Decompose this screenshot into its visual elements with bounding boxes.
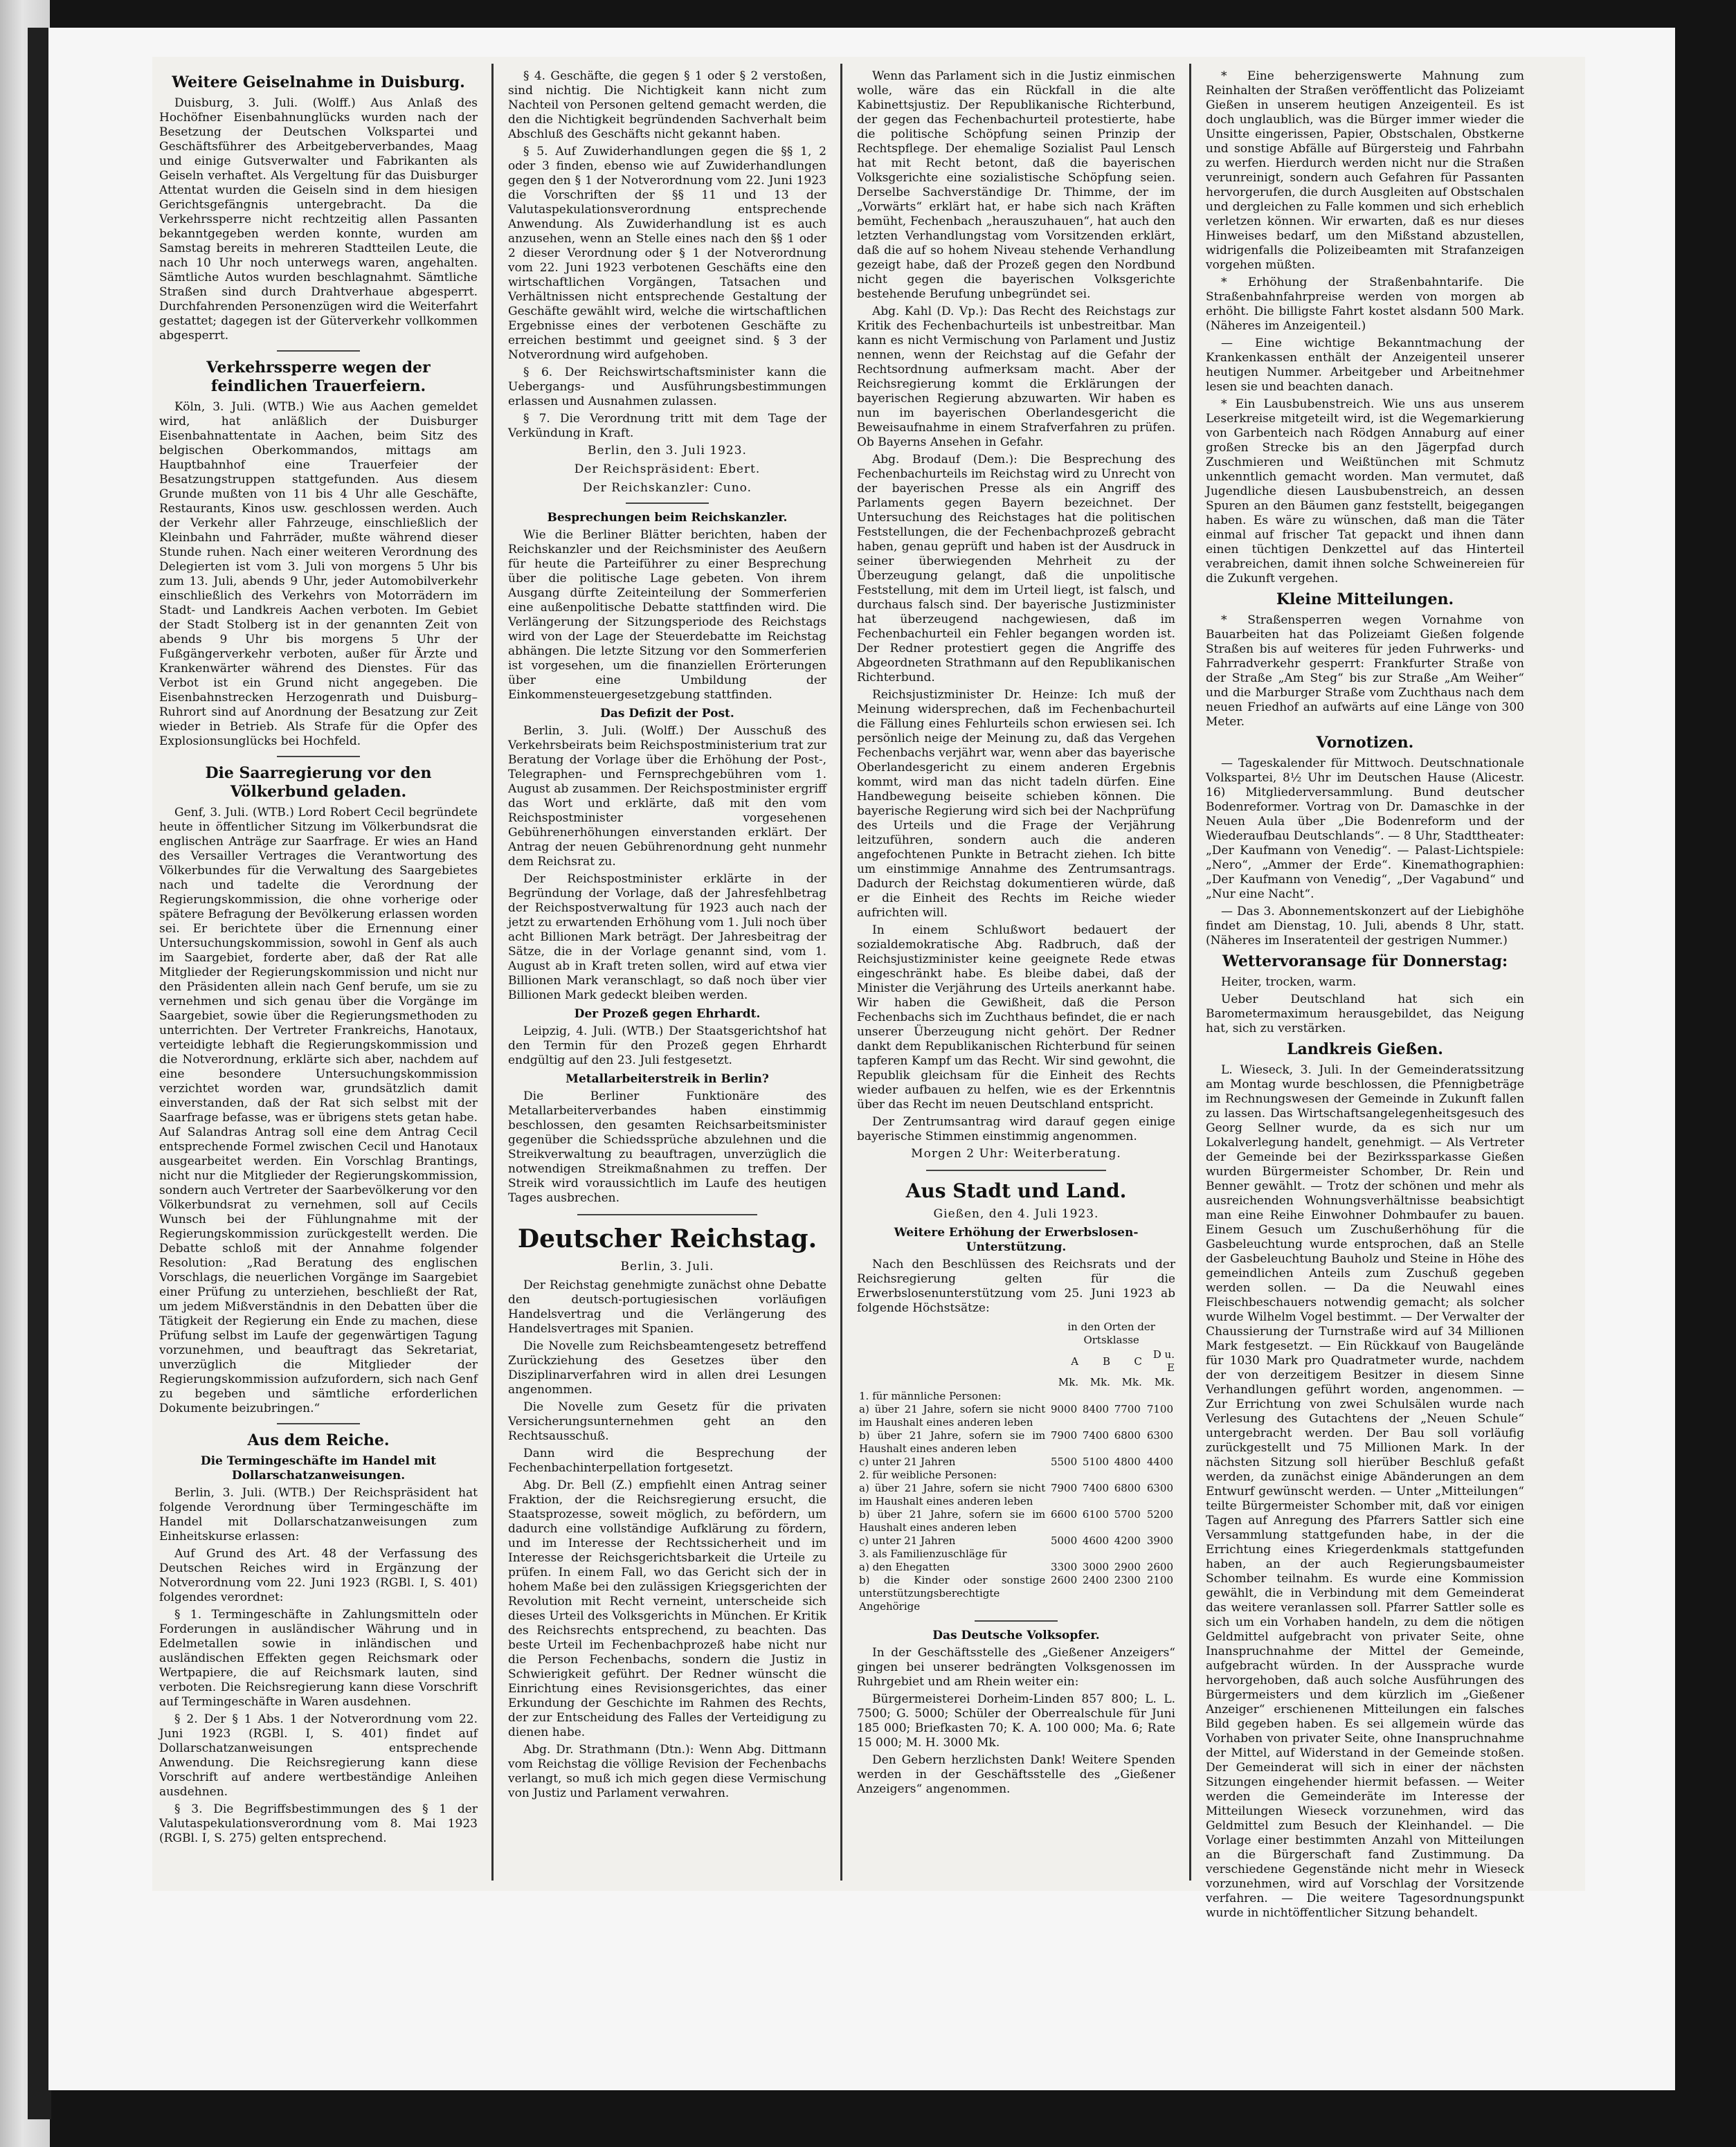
article-paragraph: § 6. Der Reichswirtschaftsminister kann die Uebergangs- und Ausführungsbestimmungen erlassen und Ausnahmen zulassen. (508, 365, 826, 408)
dateline: Gießen, den 4. Juli 1923. (933, 1207, 1099, 1221)
table-cell: 5500 (1050, 1456, 1078, 1468)
article-paragraph: L. Wieseck, 3. Juli. In der Gemeinderatssitzung am Montag wurde beschlossen, die Pfennigbeträge im Rechnungswesen der Gemeinde in Zukunft fallen zu lassen. Das Wirtschaftsangelegenheitsgesuch des Georg Sellner wurde, da es sich nur um Lokalverlegung handelt, genehmigt. — Als Vertreter der Gemeinde bei der Bezirkssparkasse Gießen wurden Bürgermeister Schomber, Dr. Rein und Benner gewählt. — Trotz der schönen und mehr als ausreichenden Wohnungsverhältnisse beabsichtigt man eine Reihe Einwohner Dohmbaufer zu bauen. Einem Gesuch um Zuschußerhöhung für die Gasbeleuchtung wurde entsprochen, daß an Stelle der Gasbeleuchtung Bauholz und Steine in Höhe des gemeindlichen Anteils zum Zuschuß gegeben werden sollen. — Da die Neuwahl eines Fleischbeschauers notwendig gemacht; als solcher wurde Wilhelm Vogel bestimmt. — Der Verwalter der Chaussierung der Turnstraße wird auf 34 Millionen Mark festgesetzt. — Ein Rückkauf von Baugelände für 1030 Mark pro Quadratmeter wurde, nachdem der von derzeitigem Besitzer in diesem Sinne Verhandlungen geführt worden, angenommen. — Zur Errichtung von zwei Schulsälen wurde nach Verlesung des Gutachtens der „Neuen Schule“ untergebracht werden. Der Bau soll vorläufig zurückgestellt und 75 Millionen Mark. In der nächsten Sitzung soll hierüber Beschluß gefaßt werden, da zunächst einige Abänderungen an dem Entwurf gewünscht werden. — Unter „Mitteilungen“ teilte Bürgermeister Schomber mit, daß vor einigen Tagen auf Anregung des Pfarrers Sattler sich eine Versammlung stattgefunden habe, in der die Errichtung eines Kriegerdenkmals stattgefunden haben, an der auch Regierungsbaumeister Schomber teilnahm. Es wurde eine Kommission gewählt, die in Verbindung mit dem Gemeinderat das weitere veranlassen soll. Pfarrer Sattler solle es sich um ein Vorhaben handeln, zu dem die nötigen Geldmittel aufgebracht von privater Seite, ohne Inanspruchnahme der Mittel der Gemeinde, aufgebracht würden. In der Aussprache wurde hervorgehoben, daß auch solche Ausführungen des Bürgermeisters und dem kürzlich im „Gießener Anzeiger“ erschienenen Mitteilungen ein falsches Bild gegeben haben. Es sei allgemein würde das Vorhaben von privater Seite, ohne Inanspruchnahme der Mittel, auf Widerstand in der Gemeinde stoßen. Der Gemeinderat will sich in einer der nächsten Sitzungen eingehender hiermit befassen. — Weiter werden die Gemeinderäte im Interesse der Mitteilungen Wieseck vorzunehmen, wird das Geldmittel zum Besuch der Kleinhandel. — Die Vorlage einer bestimmten Anzahl von Mitteilungen an die Bürgerschaft fand Zustimmung. Da verschiedene Gegenstände nicht mehr in Wieseck vorzunehmen, wird auf Vorschlag der Vorsitzende verfahren. — Die weitere Tagesordnungspunkt wurde in nichtöffentlicher Sitzung behandelt. (1206, 1063, 1524, 1920)
binder-shadow (28, 28, 51, 2119)
subheadline-erwerbslosen: Weitere Erhöhung der Erwerbslosen-Unterstützung. (894, 1226, 1139, 1254)
table-cell: 6800 (1114, 1429, 1141, 1442)
table-cell (1111, 1469, 1143, 1482)
article-paragraph: § 7. Die Verordnung tritt mit dem Tage der Verkündung in Kraft. (508, 412, 826, 440)
table-cell: 4200 (1114, 1534, 1141, 1547)
agenda-note: Morgen 2 Uhr: Weiterberatung. (911, 1147, 1121, 1161)
table-row-label: c) unter 21 Jahren (859, 1456, 956, 1468)
table-row (857, 1548, 1175, 1561)
subheadline-metallarbeiterstreik: Metallarbeiterstreik in Berlin? (566, 1072, 769, 1086)
table-cell: 6600 (1050, 1508, 1078, 1521)
table-header-cell: Mk. (1154, 1376, 1175, 1388)
table-cell (1111, 1548, 1143, 1561)
table-cell: 4600 (1082, 1534, 1109, 1547)
article-paragraph: * Erhöhung der Straßenbahntarife. Die Straßenbahnfahrpreise werden von morgen ab erhöht. Die billigste Fahrt kostet alsdann 500 Mark. (Näheres im Anzeigenteil.) (1206, 275, 1524, 333)
table-cell: 7900 (1050, 1482, 1078, 1494)
table-cell (1047, 1469, 1079, 1482)
dateline: Berlin, 3. Juli. (620, 1260, 714, 1274)
table-header-cell: Mk. (1089, 1376, 1110, 1388)
separator (277, 350, 360, 352)
column-1 (159, 69, 478, 1883)
article-paragraph: Die Novelle zum Gesetz für die privaten Versicherungsunternehmen geht an den Rechtsausschuß. (508, 1400, 826, 1443)
table-cell: 6300 (1146, 1482, 1173, 1494)
article-paragraph: — Das 3. Abonnementskonzert auf der Liebighöhe findet am Dienstag, 10. Juli, abends 8 Uhr, statt. (Näheres im Inseratenteil der gestrigen Nummer.) (1206, 905, 1524, 948)
table-row (857, 1534, 1175, 1548)
table-cell: 8400 (1082, 1403, 1109, 1415)
article-paragraph: Abg. Kahl (D. Vp.): Das Recht des Reichstags zur Kritik des Fechenbachurteils ist unbestreitbar. Man kann es nicht Vermischung von Parlament und Justiz nennen, wenn der Reichstag auf die Gefahr der Rechtsordnung aufmerksam macht. Aber der Reichsregierung kommt die Erklärungen der bayerischen Regierung abzuwarten. Wir haben es nun im bayerischen Oberlandesgericht die Beweisaufnahme in einem Strafverfahren zu prüfen. Ob Bayerns Ansehen in Gefahr. (857, 305, 1175, 449)
table-cell: 4800 (1114, 1456, 1141, 1468)
separator (626, 502, 709, 504)
table-cell: 9000 (1050, 1403, 1078, 1415)
table-header-cell: in den Orten der Ortsklasse (1067, 1321, 1155, 1346)
article-paragraph: Berlin, 3. Juli. (Wolff.) Der Ausschuß des Verkehrsbeirats beim Reichspostministerium trat zur Beratung der Vorlage über die Erhöhung der Post-, Telegraphen- und Fernsprechgebühren vom 1. August ab zusammen. Der Reichspostminister ergriff das Wort und erklärte, daß mit den vom Reichspostminister vorgesehenen Gebührenerhöhungen einverstanden erklärt. Der Antrag der neuen Gebührenordnung geht nunmehr dem Reichsrat zu. (508, 724, 826, 869)
article-paragraph: Duisburg, 3. Juli. (Wolff.) Aus Anlaß des Hochöfner Eisenbahnunglücks wurden nach der Besetzung der Deutschen Volkspartei und Geschäftsführer des Arbeitgeberverbandes, Maag und einige Gutsverwalter und Fabrikanten als Geiseln verhaftet. Als Vergeltung für das Duisburger Attentat wurden die Geiseln sind in dem hiesigen Gerichtsgefängnis untergebracht. Da die Verkehrssperre nicht rechtzeitig allen Passanten bekanntgegeben werden konnte, wurden am Samstag bereits in mehreren Stadtteilen Leute, die nach 10 Uhr noch unterwegs waren, angehalten. Sämtliche Autos wurden beschlagnahmt. Sämtliche Straßen sind durch Drahtverhaue abgesperrt. Durchfahrenden Personenzügen wird die Weiterfahrt gestattet; dagegen ist der Güterverkehr vollkommen abgesperrt. (159, 96, 478, 343)
table-cell: 2400 (1082, 1574, 1109, 1586)
headline-aus-dem-reiche: Aus dem Reiche. (247, 1431, 390, 1449)
column-rule (840, 64, 842, 1881)
table-header-row (857, 1320, 1175, 1348)
column-3 (857, 69, 1175, 1883)
column-4 (1206, 69, 1524, 1920)
article-paragraph: Den Gebern herzlichsten Dank! Weitere Spenden werden in der Geschäftsstelle des „Gießener Anzeigers“ angenommen. (857, 1753, 1175, 1796)
table-cell: 5000 (1050, 1534, 1078, 1547)
table-cell: 5200 (1146, 1508, 1173, 1521)
table-cell: 7900 (1050, 1429, 1078, 1442)
article-paragraph: Der Zentrumsantrag wird darauf gegen einige bayerische Stimmen einstimmig angenommen. (857, 1115, 1175, 1143)
table-header-cell: Mk. (1058, 1376, 1079, 1388)
separator (277, 1423, 360, 1424)
table-cell: 6300 (1146, 1429, 1173, 1442)
table-cell: 2600 (1146, 1561, 1173, 1573)
headline-vornotizen: Vornotizen. (1316, 734, 1414, 752)
headline-duisburg: Weitere Geiselnahme in Duisburg. (172, 73, 465, 91)
article-paragraph: Die Novelle zum Reichsbeamtengesetz betreffend Zurückziehung des Gesetzes über den Disziplinarverfahren wird in allen drei Lesungen angenommen. (508, 1339, 826, 1397)
headline-deutscher-reichstag: Deutscher Reichstag. (517, 1224, 817, 1253)
article-paragraph: — Eine wichtige Bekanntmachung der Krankenkassen enthält der Anzeigenteil unserer heutigen Nummer. Arbeitgeber und Arbeitnehmer lesen sie und beachten danach. (1206, 336, 1524, 394)
table-cell (1079, 1390, 1111, 1403)
table-header-cell (857, 1375, 1047, 1390)
table-cell (1079, 1469, 1111, 1482)
article-paragraph: Wenn das Parlament sich in die Justiz einmischen wolle, wäre das ein Rückfall in die alte Kabinettsjustiz. Der Republikanische Richterbund, der gegen das Fechenbachurteil protestierte, habe die politische Schöpfung seinen Prinzip der Rechtspflege. Der ehemalige Sozialist Paul Lensch hat mit Recht betont, daß die bayerischen Volksgerichte eine sozialistische Schöpfung seien. Derselbe Sachverständige Dr. Thimme, der im „Vorwärts“ erklärt hat, er habe sich nach Kräften bemüht, Fechenbach „herauszuhauen“, hat auch den letzten Verhandlungstag vom Vorsitzenden erklärt, daß die auf so hohem Niveau stehende Verhandlung gezeigt habe, daß der Prozeß gegen den Nordbund nicht gegen die bayerischen Volksgerichte bestehende Berufung unbegründet sei. (857, 69, 1175, 301)
dateline: Berlin, den 3. Juli 1923. (588, 444, 747, 458)
table-cell: 2100 (1146, 1574, 1173, 1586)
table-header-cell: D u. E (1152, 1348, 1175, 1374)
table-cell: 6800 (1114, 1482, 1141, 1494)
table-row-label: c) unter 21 Jahren (859, 1534, 956, 1547)
table-cell (1079, 1548, 1111, 1561)
table-row (857, 1482, 1175, 1508)
article-paragraph: Der Reichstag genehmigte zunächst ohne Debatte den deutsch-portugiesischen vorläufigen Handelsvertrag und die Verlängerung des Handelsvertrages mit Spanien. (508, 1278, 826, 1336)
table-header-cell: B (1102, 1355, 1110, 1368)
article-paragraph: Berlin, 3. Juli. (WTB.) Der Reichspräsident hat folgende Verordnung über Termingeschäfte im Handel mit Dollarschatzanweisungen zum Einheitskurse erlassen: (159, 1486, 478, 1543)
table-cell (1143, 1469, 1175, 1482)
table-row-label: 3. als Familienzuschläge für (859, 1548, 1007, 1560)
table-cell (1143, 1548, 1175, 1561)
column-rule (491, 64, 494, 1881)
article-paragraph: Bürgermeisterei Dorheim-Linden 857 800; L. L. 7500; G. 5000; Schüler der Oberrealschule für Juni 185 000; Briefkasten 70; K. A. 100 000; Ma. 6; Rate 15 000; M. H. 3000 Mk. (857, 1692, 1175, 1750)
table-cell: 2900 (1114, 1561, 1141, 1573)
headline-verkehrssperre: Verkehrssperre wegen der feindlichen Trauerfeiern. (206, 359, 431, 395)
table-cell: 3900 (1146, 1534, 1173, 1547)
table-row-label: a) über 21 Jahre, sofern sie nicht im Haushalt eines anderen leben (859, 1482, 1046, 1507)
column-rule (1189, 64, 1191, 1881)
table-cell: 3300 (1050, 1561, 1078, 1573)
article-paragraph: Abg. Brodauf (Dem.): Die Besprechung des Fechenbachurteils im Reichstag wird zu Unrecht von der bayerischen Presse als ein Angriff des Parlaments gegen Bayern bezeichnet. Der Untersuchung des Reichstages hat die politischen Feststellungen, die der Fechenbachprozeß gebracht haben, genau geprüft und haben ist der Ausdruck in seiner überwiegenden Mehrheit zu der Überzeugung gelangt, daß die unpolitische Feststellung, mit dem im Urteil liegt, ist falsch, und durchaus falsch sind. Der bayerische Justizminister hat überzeugend nachgewiesen, daß im Fechenbachurteil ein Fehler begangen worden ist. Der Redner protestiert gegen die Angriffe des Abgeordneten Strathmann auf den Republikanischen Richterbund. (857, 453, 1175, 685)
article-paragraph: * Eine beherzigenswerte Mahnung zum Reinhalten der Straßen veröffentlicht das Polizeiamt Gießen in unserem heutigen Anzeigenteil. Es ist doch unglaublich, was die Bürger immer wieder die Unsitte eingerissen, Papier, Obstschalen, Obstkerne und sonstige Abfälle auf Bürgersteig und Fahrbahn zu werfen. Hierdurch werden nicht nur die Straßen verunreinigt, sondern auch Gefahren für Passanten hervorgerufen, die durch Ausgleiten auf Obstschalen und dergleichen zu Falle kommen und sich erheblich verletzen können. Wir erwarten, daß es nur dieses Hinweises bedarf, um den Mißstand abzustellen, widrigenfalls die Polizeibeamten mit Strafanzeigen vorgehen müßten. (1206, 69, 1524, 272)
subheadline-termingeschaefte: Die Termingeschäfte im Handel mit Dollarschatzanweisungen. (200, 1454, 437, 1483)
article-paragraph: In der Geschäftsstelle des „Gießener Anzeigers“ gingen bei unserer bedrängten Volksgenossen im Ruhrgebiet und am Rhein weiter ein: (857, 1646, 1175, 1689)
article-paragraph: Abg. Dr. Strathmann (Dtn.): Wenn Abg. Dittmann vom Reichstag die völlige Revision der Fechenbachs verlangt, so muß ich mich gegen diese Vermischung von Justiz und Parlament verwahren. (508, 1743, 826, 1800)
signature: Der Reichspräsident: Ebert. (574, 462, 761, 476)
article-paragraph: Dann wird die Besprechung der Fechenbachinterpellation fortgesetzt. (508, 1447, 826, 1475)
table-row-label: b) über 21 Jahre, sofern sie im Haushalt eines anderen leben (859, 1508, 1046, 1534)
headline-kleine-mitteilungen: Kleine Mitteilungen. (1276, 590, 1454, 608)
table-header-row (857, 1348, 1175, 1375)
table-cell (1143, 1390, 1175, 1403)
article-paragraph: — Tageskalender für Mittwoch. Deutschnationale Volkspartei, 8½ Uhr im Deutschen Hause (Alicestr. 16) Mitgliederversammlung. Bund deutscher Bodenreformer. Vortrag von Dr. Damaschke in der Neuen Aula über „Die Bodenreform und der Wiederaufbau Deutschlands“. — 8 Uhr, Stadttheater: „Der Kaufmann von Venedig“. — Palast-Lichtspiele: „Nero“, „Ammer der Erde“. Kinemathographien: „Der Kaufmann von Venedig“, „Der Vagabund“ und „Nur eine Nacht“. (1206, 757, 1524, 901)
headline-wettervoransage: Wettervoransage für Donnerstag: (1222, 952, 1508, 970)
article-paragraph: In einem Schlußwort bedauert der sozialdemokratische Abg. Radbruch, daß der Reichsjustizminister keine geeignete Rede etwas eingeschränkt habe. Es bleibe dabei, daß der Minister die Verjährung des Urteils anerkannt habe. Wir haben die Gewißheit, daß die Person Fechenbachs sich im Zuchthaus befindet, die er nach unserer Überzeugung nicht gehört. Der Redner dankt dem Republikanischen Richterbund für seinen tapferen Kampf um das Recht. Wir sind gewohnt, die Republik gleichsam für die Einheit des Rechts wieder aufbauen zu helfen, wie es der Erkenntnis über das Recht im neuen Deutschland entspricht. (857, 923, 1175, 1112)
headline-landkreis-giessen: Landkreis Gießen. (1287, 1040, 1443, 1058)
table-header-cell: C (1134, 1355, 1142, 1368)
table-row-label: a) den Ehegatten (859, 1561, 950, 1573)
table-body (857, 1390, 1175, 1613)
article-paragraph: * Straßensperren wegen Vornahme von Bauarbeiten hat das Polizeiamt Gießen folgende Straßen bis auf weiteres für jeden Fuhrwerks- und Fahrradverkehr gesperrt: Frankfurter Straße von der Straße „Am Steg“ bis zur Straße „Am Weiher“ und die Marburger Straße vom Zuchthaus nach dem neuen Friedhof an aufwärts auf eine Länge von 300 Meter. (1206, 613, 1524, 729)
table-row (857, 1508, 1175, 1534)
table-row-label: 2. für weibliche Personen: (859, 1469, 997, 1481)
table-row (857, 1403, 1175, 1429)
subheadline-defizit-post: Das Defizit der Post. (600, 707, 734, 721)
article-paragraph: § 3. Die Begriffsbestimmungen des § 1 der Valutaspekulationsverordnung vom 8. Mai 1923 (RGBl. I, S. 275) gelten entsprechend. (159, 1802, 478, 1845)
subheadline-volksopfer: Das Deutsche Volksopfer. (932, 1629, 1100, 1642)
signature: Der Reichskanzler: Cuno. (582, 481, 752, 495)
article-paragraph: § 2. Der § 1 Abs. 1 der Notverordnung vom 22. Juni 1923 (RGBl. I, S. 401) findet auf Dollarschatzanweisungen entsprechende Anwendung. Die Reichsregierung kann diese Vorschrift auf andere wertbeständige Anleihen ausdehnen. (159, 1712, 478, 1799)
table-cell: 2300 (1114, 1574, 1141, 1586)
table-cell: 7700 (1114, 1403, 1141, 1415)
table-row-label: 1. für männliche Personen: (859, 1390, 1002, 1402)
table-header-cell: A (1071, 1355, 1079, 1368)
article-paragraph: * Ein Lausbubenstreich. Wie uns aus unserem Leserkreise mitgeteilt wird, ist die Wegemarkierung von Garbenteich nach Rödgen Annaburg auf einer großen Strecke bis an den Jägerpfad durch Zuschmieren und Weißtünchen mit Schmutz unkenntlich gemacht worden. Man vermutet, daß Jugendliche diesen Lausbubenstreich, an dessen Spuren an den Bäumen ganz feststellt, beigegangen haben. Es wäre zu wünschen, daß man die Täter einmal auf frischer Tat gepackt und ihnen dann einen tüchtigen Denkzettel auf das Hinterteil verabreichen, damit ihnen solche Schweinereien für die Zukunft vergehen. (1206, 397, 1524, 586)
article-paragraph: § 1. Termingeschäfte in Zahlungsmitteln oder Forderungen in ausländischer Währung und in Edelmetallen sowie in inländischen und ausländischen Effekten gegen Reichsmark oder Wertpapiere, die auf Reichsmark lauten, sind verboten. Die Reichsregierung kann diese Vorschrift auf Termingeschäfte in Waren ausdehnen. (159, 1608, 478, 1709)
article-paragraph: Reichsjustizminister Dr. Heinze: Ich muß der Meinung widersprechen, daß im Fechenbachurteil die Fällung eines Fehlurteils schon erwiesen sei. Ich persönlich neige der Meinung zu, daß das Vergehen Fechenbachs verjährt war, wenn aber das bayerische Oberlandesgericht zu einem anderen Ergebnis kommt, wird man das nicht tadeln dürfen. Eine Handbewegung beiseite schieben können. Die bayerische Regierung wird sich bei der Nachprüfung des Urteils und die Frage der Verjährung leitzuführen, sondern auch die anderen angefochtenen Punkte in Betracht ziehen. Ich bitte um einstimmige Annahme des Zentrumsantrags. Dadurch der Reichstag dokumentieren würde, daß er die Einheit des Rechts im Reiche wieder aufrichten will. (857, 688, 1175, 920)
table-cell: 6100 (1082, 1508, 1109, 1521)
table-cell: 7400 (1082, 1482, 1109, 1494)
table-row-label: a) über 21 Jahre, sofern sie nicht im Haushalt eines anderen leben (859, 1403, 1046, 1429)
article-paragraph: Nach den Beschlüssen des Reichsrats und der Reichsregierung gelten für die Erwerbslosenunterstützung vom 25. Juni 1923 ab folgende Höchstsätze: (857, 1258, 1175, 1315)
separator (577, 1214, 757, 1215)
unemployment-rates-table (857, 1320, 1175, 1613)
article-paragraph: Leipzig, 4. Juli. (WTB.) Der Staatsgerichtshof hat den Termin für den Prozeß gegen Ehrhardt endgültig auf den 23. Juli festgesetzt. (508, 1024, 826, 1067)
article-paragraph: § 4. Geschäfte, die gegen § 1 oder § 2 verstoßen, sind nichtig. Die Nichtigkeit kann nicht zum Nachteil von Personen geltend gemacht werden, die den die Nichtigkeit begründenden Sachverhalt beim Abschluß des Geschäfts nicht gekannt haben. (508, 69, 826, 141)
headline-aus-stadt-und-land: Aus Stadt und Land. (905, 1179, 1127, 1202)
table-row (857, 1574, 1175, 1613)
table-cell (1047, 1548, 1079, 1561)
table-row (857, 1469, 1175, 1482)
article-paragraph: Wie die Berliner Blätter berichten, haben der Reichskanzler und der Reichsminister des Aeußern für heute die Parteiführer zu einer Besprechung über die politische Lage gebeten. Von ihrem Ausgang dürfte Zeiteinteilung der Sommerferien eine außenpolitische Debatte stattfinden wird. Die Verlängerung der Sitzungsperiode des Reichstags wird von der Lage der Steuerdebatte im Reichstag abhängen. Die letzte Sitzung vor den Sommerferien ist vorgesehen, um die finanziellen Erörterungen über eine Umbildung der Einkommensteuergesetzgebung stattfinden. (508, 528, 826, 702)
table-cell: 3000 (1082, 1561, 1109, 1573)
table-row (857, 1429, 1175, 1456)
newspaper-page (152, 57, 1585, 1920)
table-cell (1047, 1390, 1079, 1403)
table-header-cell (857, 1348, 1047, 1375)
table-row-label: b) über 21 Jahre, sofern sie im Haushalt eines anderen leben (859, 1429, 1046, 1455)
article-paragraph: Heiter, trocken, warm. (1221, 975, 1357, 989)
headline-saarregierung: Die Saarregierung vor den Völkerbund geladen. (205, 764, 432, 801)
table-cell: 7100 (1146, 1403, 1173, 1415)
article-paragraph: Ueber Deutschland hat sich ein Barometermaximum herausgebildet, das Neigung hat, sich zu verstärken. (1206, 993, 1524, 1035)
article-paragraph: Auf Grund des Art. 48 der Verfassung des Deutschen Reiches wird in Ergänzung der Notverordnung vom 22. Juni 1923 (RGBl. I, S. 401) folgendes verordnet: (159, 1547, 478, 1604)
subheadline-prozess-ehrhardt: Der Prozeß gegen Ehrhardt. (574, 1007, 761, 1021)
table-cell: 4400 (1146, 1456, 1173, 1468)
table-header-cell (857, 1320, 1047, 1348)
table-row (857, 1561, 1175, 1574)
article-paragraph: Die Berliner Funktionäre des Metallarbeiterverbandes haben einstimmig beschlossen, den gesamten Reichsarbeitsminister gegenüber die Schiedssprüche abzulehnen und die Streikverwaltung zu beauftragen, unverzüglich die notwendigen Streikmaßnahmen zu treffen. Der Streik wird voraussichtlich im Laufe des heutigen Tages ausbrechen. (508, 1089, 826, 1205)
subheadline-besprechungen: Besprechungen beim Reichskanzler. (547, 511, 788, 525)
table-cell (1111, 1390, 1143, 1403)
article-paragraph: Genf, 3. Juli. (WTB.) Lord Robert Cecil begründete heute in öffentlicher Sitzung im Völkerbundsrat die englischen Anträge zur Saarfrage. Er wies an Hand des Versailler Vertrages die Verantwortung des Völkerbundes für die Verwaltung des Saargebietes nach und tadelte die Verordnung der Regierungskommission, die ohne vorherige oder spätere Befragung der Bevölkerung erlassen worden sei. Er berichtete über die Ernennung einer Untersuchungskommission, sowohl in Genf als auch im Saargebiet, forderte aber, daß der Rat alle Mitglieder der Regierungskommission und nicht nur den Präsidenten allein nach Genf berufe, um sie zu vernehmen und sich genau über die Vorgänge im Saargebiet, sowie über die Regierungsmethoden zu unterrichten. Der Vertreter Frankreichs, Hanotaux, verteidigte lebhaft die Regierungskommission und die Notverordnung, erklärte sich aber, nachdem auf eine besondere Untersuchungskommission verzichtet worden war, grundsätzlich damit einverstanden, daß der Rat sich selbst mit der Saarfrage befasse, was er übrigens stets getan habe. Auf Salandras Antrag soll eine dem Antrag Cecil entsprechende Formel zwischen Cecil und Hanotaux ausgearbeitet werden. Ein Vorschlag Brantings, nicht nur die Mitglieder der Regierungskommission, sondern auch Vertreter der Saarbevölkerung vor den Völkerbundsrat zu vernehmen, soll auf Cecils Wunsch bei der Fühlungnahme mit der Regierungskommission zurückgestellt werden. Die Debatte schloß mit der Annahme folgender Resolution: „Rad Beratung des englischen Vorschlags, die neuerlichen Vorgänge im Saargebiet einer Prüfung zu unterziehen, beschließt der Rat, um jedem Mißverständnis in den Debatten über die Tätigkeit der Regierung ein Ende zu machen, diese Prüfung selbst im Laufe der gegenwärtigen Tagung vorzunehmen, und beauftragt das Sekretariat, unverzüglich die Mitglieder der Regierungskommission aufzufordern, sich nach Genf zu begeben und sämtliche erforderlichen Dokumente beizubringen.“ (159, 806, 478, 1415)
table-cell: 5700 (1114, 1508, 1141, 1521)
article-paragraph: Köln, 3. Juli. (WTB.) Wie aus Aachen gemeldet wird, hat anläßlich der Duisburger Eisenbahnattentate in Aachen, beim Sitz des belgischen Oberkommandos, mittags am Hauptbahnhof eine Trauerfeier der Besatzungstruppen stattgefunden. Aus diesem Grunde mußten von 11 bis 4 Uhr alle Geschäfte, Restaurants, Kinos usw. geschlossen werden. Auch der Verkehr aller Fahrzeuge, einschließlich der Kleinbahn und Fahrräder, mußte während dieser Stunde ruhen. Nach einer weiteren Verordnung des Delegierten ist vom 3. Juli von morgens 5 Uhr bis zum 13. Juli, abends 9 Uhr, jeder Automobilverkehr einschließlich des Verkehrs von Motorrädern im Stadt- und Landkreis Aachen verboten. Im Gebiet der Stadt Stolberg ist in der genannten Zeit von abends 9 Uhr bis morgens 5 Uhr der Fußgängerverkehr verboten, außer für Ärzte und Krankenwärter während des Dienstes. Für das Verbot ist ein Grund nicht angegeben. Die Eisenbahnstrecken Herzogenrath und Duisburg–Ruhrort sind auf Anordnung der Besatzung zur Zeit wieder in Betrieb. Als Strafe für die Opfer des Explosionsunglücks bei Hochfeld. (159, 400, 478, 748)
table-unit-row (857, 1375, 1175, 1390)
table-cell: 7400 (1082, 1429, 1109, 1442)
separator (926, 1170, 1106, 1171)
table-cell: 2600 (1050, 1574, 1078, 1586)
table-row (857, 1390, 1175, 1403)
table-cell: 5100 (1082, 1456, 1109, 1468)
separator (277, 756, 360, 757)
article-paragraph: Der Reichspostminister erklärte in der Begründung der Vorlage, daß der Jahresfehlbetrag der Reichspostverwaltung für 1923 auch nach der jetzt zu erwartenden Erhöhung vom 1. Juli noch über acht Billionen Mark beträgt. Der Jahresbeitrag der Sätze, die in der Vorlage genannt sind, vom 1. August ab in Kraft treten sollen, wird auf etwa vier Billionen Mark veranschlagt, so daß noch über vier Billionen Mark gedeckt bleiben werden. (508, 872, 826, 1002)
table-row-label: b) die Kinder oder sonstige unterstützungsberechtigte Angehörige (859, 1574, 1046, 1613)
article-paragraph: Abg. Dr. Bell (Z.) empfiehlt einen Antrag seiner Fraktion, der die Reichsregierung ersucht, die Staatsprozesse, soweit möglich, zu befördern, um dadurch eine vollständige Aufklärung zu fördern, und im Interesse der Rechtssicherheit und im Interesse der Reichsgerichtsbarkeit die Urteile zu prüfen. In einem Fall, wo das Gericht sich der in hohem Maße bei den zulässigen Kriegsgerichten der Revolution mit Recht verneint, unterscheide sich dieses Urteil des Volksgerichts in München. Er Kritik des Reichsrechts entsprechend, zu beachten. Das beste Urteil im Fechenbachprozeß habe nicht nur die Person Fechenbachs, sondern die Justiz in Schwierigkeit geführt. Der Redner wünscht die Einrichtung eines Revisionsgerichtes, das einer Erkundung der Geschichte im Rahmen des Rechts, der zur Entscheidung des Falles der Verteidigung zu dienen habe. (508, 1478, 826, 1739)
separator (975, 1620, 1058, 1622)
table-row (857, 1456, 1175, 1469)
article-paragraph: § 5. Auf Zuwiderhandlungen gegen die §§ 1, 2 oder 3 finden, ebenso wie auf Zuwiderhandlungen gegen den § 1 der Notverordnung vom 22. Juni 1923 die Vorschriften der §§ 11 und 13 der Valutaspekulationsverordnung entsprechende Anwendung. Als Zuwiderhandlung ist es auch anzusehen, wenn an Stelle eines nach den §§ 1 oder 2 dieser Verordnung oder § 1 der Notverordnung vom 22. Juni 1923 verbotenen Geschäfts eine den wirtschaftlichen Vorgängen, Tatsachen und Verhältnissen nicht entsprechende Gestaltung der Geschäfte gewählt wird, welche die wirtschaftlichen Ergebnisse eines der verbotenen Geschäfte zu erreichen bestimmt und geeignet sind. § 3 der Notverordnung wird aufgehoben. (508, 145, 826, 362)
column-2 (508, 69, 826, 1883)
table-header-cell: Mk. (1121, 1376, 1142, 1388)
